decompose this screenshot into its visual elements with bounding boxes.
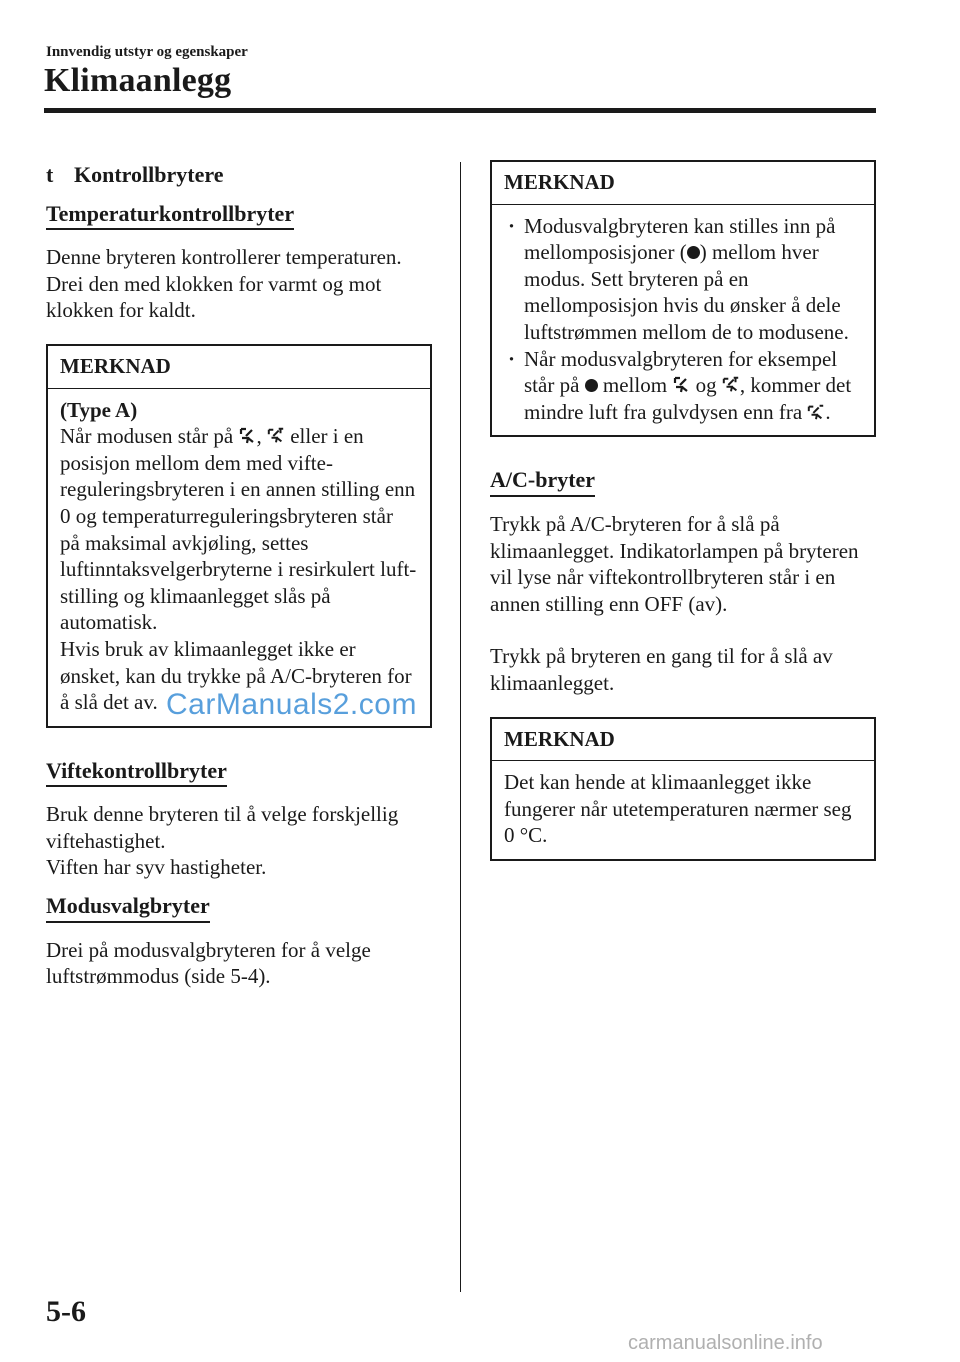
ac-switch-heading: A/C-bryter: [490, 467, 595, 497]
temperature-heading: Temperaturkontrollbryter: [46, 201, 294, 231]
page-title: Klimaanlegg: [44, 62, 232, 99]
floor-vent-mode-icon: [807, 402, 825, 422]
ac-text-1: Trykk på A/C-bryteren for å slå på klimaanlegget. Indikatorlampen på bryteren vil lyse når viftekontrollbryteren står i en annen stilling enn OFF (av).: [490, 511, 859, 616]
column-divider: [460, 162, 461, 1292]
note-type-label: (Type A): [60, 397, 138, 422]
note-box-type-a: [46, 344, 432, 728]
bi-level-mode-icon: [267, 426, 285, 446]
right-column: [490, 160, 876, 861]
intermediate-position-dot-icon: [687, 246, 700, 259]
footer-site: carmanualsonline.info: [628, 1332, 823, 1354]
mode-selector-heading: Modusvalgbryter: [46, 893, 210, 923]
title-rule: [44, 108, 876, 113]
note-title: MERKNAD: [492, 162, 874, 205]
mode-selector-text: Drei på modusvalgbryteren for å velge luftstrømmodus (side 5-4).: [46, 937, 371, 989]
note-box-temperature: [490, 717, 876, 861]
watermark: CarManuals2.com: [166, 688, 417, 721]
note-title: MERKNAD: [48, 346, 430, 389]
fan-text-1: Bruk denne bryteren til å velge forskjellig viftehastighet.: [46, 802, 399, 853]
bullet-mark: t: [46, 162, 54, 187]
left-column: [46, 160, 432, 990]
intermediate-position-dot-icon: [585, 379, 598, 392]
vent-mode-icon: [238, 426, 256, 446]
note-temperature-text: Det kan hende at klimaanlegget ikke fungerer når utetemperaturen nærmer seg 0 °C.: [504, 770, 852, 848]
bullet-heading-text: Kontrollbrytere: [74, 162, 224, 187]
fan-text-2: Viften har syv hastigheter.: [46, 855, 267, 880]
note-box-mode: [490, 160, 876, 437]
vent-mode-icon: [672, 375, 690, 395]
ac-text-2: Trykk på bryteren en gang til for å slå av klimaanlegget.: [490, 644, 833, 695]
page-number: 5-6: [46, 1295, 86, 1328]
section-label: Innvendig utstyr og egenskaper: [46, 44, 248, 60]
bullet-heading: [46, 162, 432, 189]
fan-control-heading: Viftekontrollbryter: [46, 758, 227, 788]
note-type-a-text-2: Hvis bruk av klimaanlegget ikke er ønsket, kan du trykke på A/C-bryteren for å slå det av.: [60, 636, 412, 715]
bi-level-mode-icon: [722, 375, 740, 395]
temperature-text: Denne bryteren kontrollerer temperaturen. Drei den med klokken for varmt og mot klokken for kaldt.: [46, 245, 402, 323]
note-title: MERKNAD: [492, 719, 874, 762]
note-bullet-2: · Når modusvalgbryteren for eksempel står på mellom og , kommer det mindre luft fra gulvdysen enn fra .: [504, 346, 862, 426]
note-bullet-1: · Modusvalgbryteren kan stilles inn på mellomposisjoner ( ) mellom hver modus. Sett bryteren på en mellomposisjon hvis du ønsker å dele luftstrømmen mellom de to modusene.: [504, 213, 862, 346]
note-type-a-text: Når modusen står på , eller i en posisjon mellom dem med viftereguleringsbryteren i en annen stilling enn 0 og temperaturreguleringsbryteren står på maksimal avkjøling, settes luftinntaksvelgerbryterne i resirkulert luft-stilling og klimaanlegget slås på automatisk.: [60, 424, 417, 635]
